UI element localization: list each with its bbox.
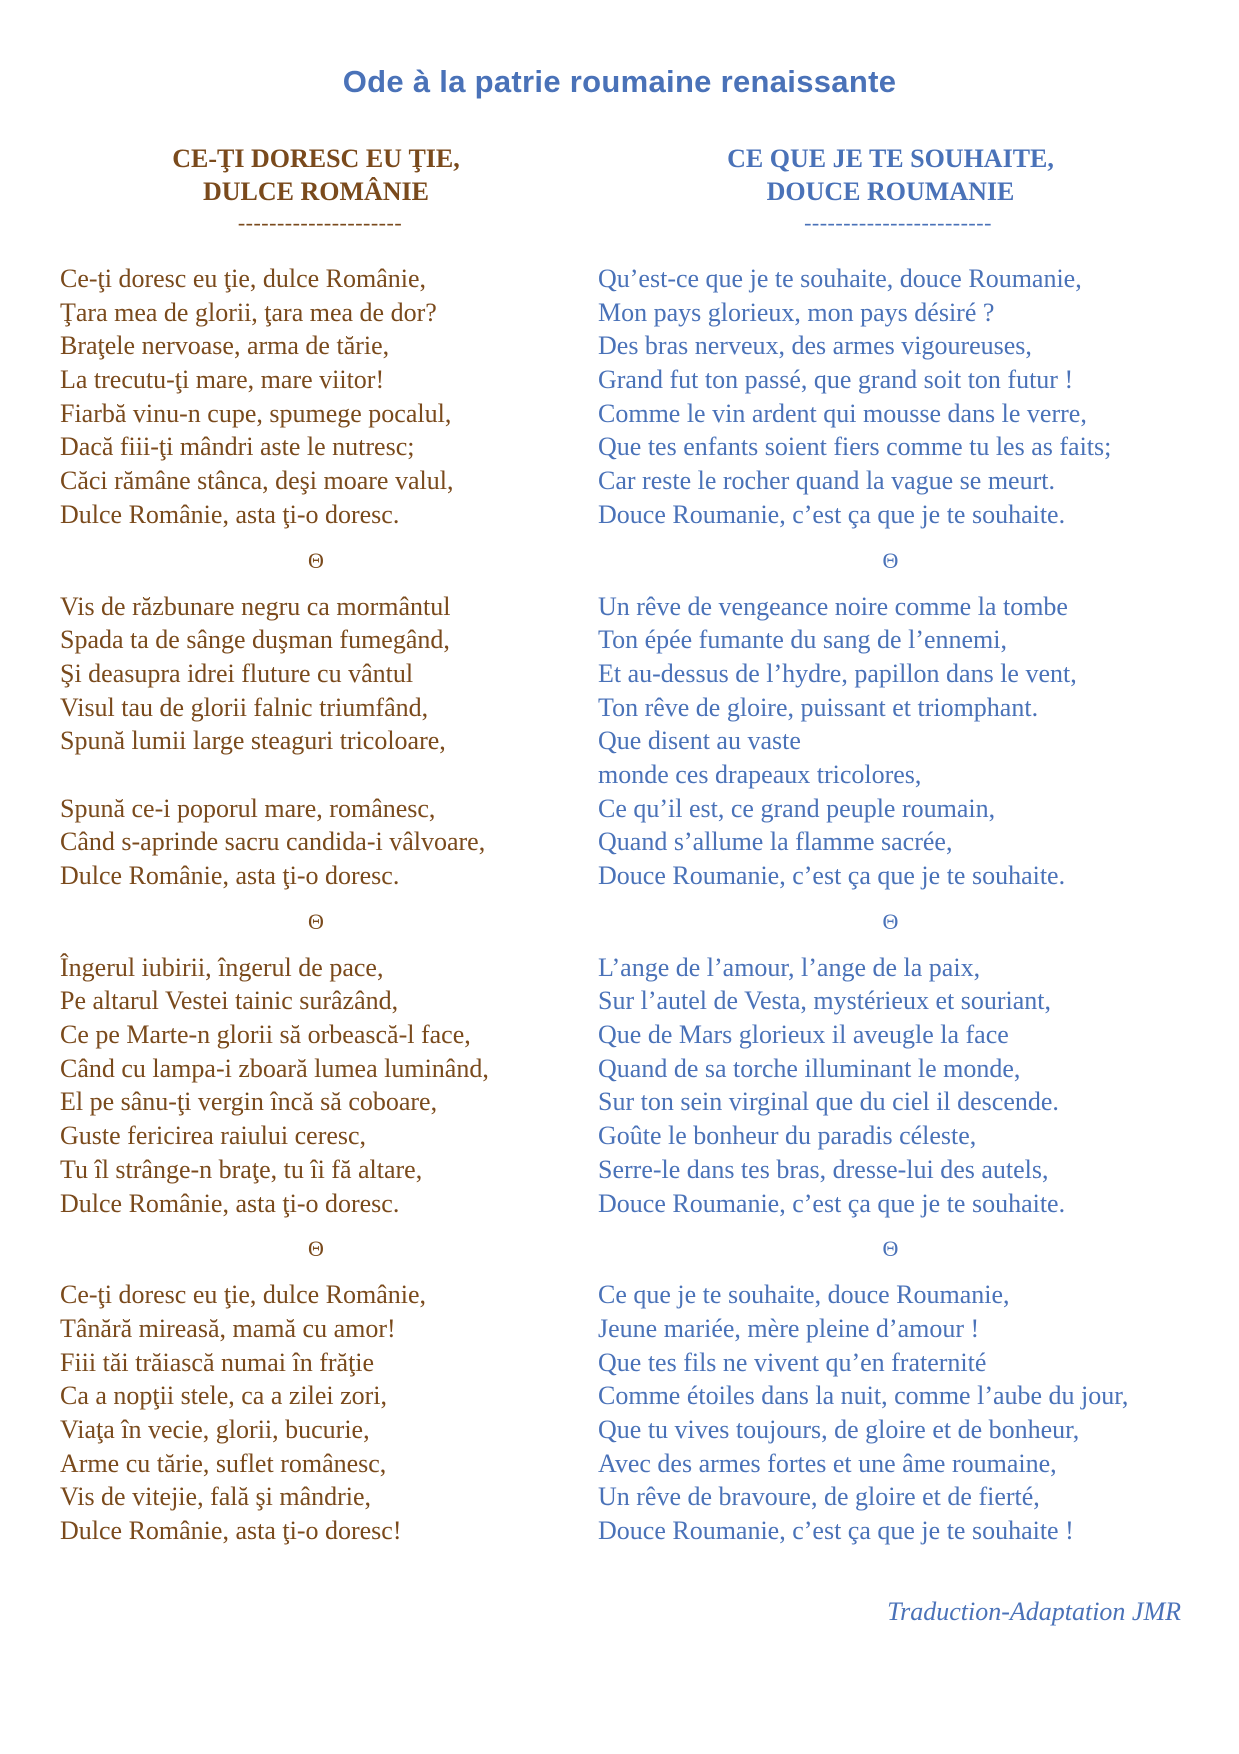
french-heading — [598, 142, 1183, 208]
french-verse-line: Douce Roumanie, c’est ça que je te souhaite. — [598, 861, 1066, 890]
romanian-verse-line: Şi deasupra idrei fluture cu vântul — [60, 658, 414, 688]
romanian-verse-line: Vis de vitejie, fală şi mândrie, — [60, 1482, 372, 1512]
french-verse-line: Sur ton sein virginal que du ciel il descende. — [598, 1087, 1059, 1117]
romanian-verse-line: Guste fericirea raiului ceresc, — [60, 1121, 367, 1151]
romanian-verse-line: Dulce Românie, asta ţi-o doresc. — [60, 499, 400, 529]
french-verse-line: Sur l’autel de Vesta, mystérieux et souriant, — [598, 986, 1051, 1016]
romanian-verse-line: Când s-aprinde sacru candida-i vâlvoare, — [60, 827, 486, 857]
romanian-verse-line: Ce pe Marte-n glorii să orbească-l face, — [60, 1020, 471, 1050]
romanian-verse-line: Viaţa în vecie, glorii, bucurie, — [60, 1414, 370, 1444]
romanian-verse-line: Arme cu tărie, suflet românesc, — [60, 1448, 387, 1478]
romanian-stanza-separator: Θ — [308, 1236, 324, 1262]
romanian-stanza-separator: Θ — [308, 547, 324, 573]
french-verse-line: Des bras nerveux, des armes vigoureuses, — [598, 331, 1032, 361]
french-heading-rule: ------------------------ — [804, 210, 992, 235]
french-verse-line: Douce Roumanie, c’est ça que je te souhaite. — [598, 1188, 1066, 1218]
french-verse-line: Quand de sa torche illuminant le monde, — [598, 1053, 1021, 1083]
french-verse-line: Et au-dessus de l’hydre, papillon dans le vent, — [598, 658, 1077, 688]
french-stanza-separator: Θ — [882, 1236, 899, 1262]
french-stanza — [598, 262, 1198, 532]
french-verse-line: Que de Mars glorieux il aveugle la face — [598, 1020, 1009, 1050]
page-title: Ode à la patrie roumaine renaissante — [342, 64, 897, 99]
french-stanza-separator: Θ — [882, 908, 899, 934]
romanian-verse-line: Spada ta de sânge duşman fumegând, — [60, 625, 450, 655]
romanian-verse-line: Fiii tăi trăiască numai în frăţie — [60, 1347, 375, 1377]
french-verse-line: Car reste le rocher quand la vague se meurt. — [598, 466, 1055, 496]
french-verse-line: Que tu vives toujours, de gloire et de bonheur, — [598, 1414, 1080, 1444]
french-verse-line: Ton épée fumante du sang de l’ennemi, — [598, 625, 1007, 655]
romanian-verse-line: Tu îl strânge-n braţe, tu îi fă altare, — [60, 1154, 423, 1184]
romanian-verse-line: Dacă fiii-ţi mândri aste le nutresc; — [60, 432, 415, 462]
french-verse-line: Jeune mariée, mère pleine d’amour ! — [598, 1313, 980, 1343]
french-verse-line: Que tes enfants soient fiers comme tu les as faits; — [598, 432, 1112, 462]
french-verse-line: Goûte le bonheur du paradis céleste, — [598, 1121, 977, 1151]
french-verse-line: Serre-le dans tes bras, dresse-lui des autels, — [598, 1154, 1049, 1184]
french-verse-line: Douce Roumanie, c’est ça que je te souhaite. — [598, 499, 1066, 529]
romanian-heading-rule: --------------------- — [237, 210, 403, 235]
french-verse-line: Mon pays glorieux, mon pays désiré ? — [598, 297, 995, 327]
romanian-verse-line: El pe sânu-ţi vergin încă să coboare, — [60, 1087, 438, 1117]
french-poem — [598, 262, 1198, 1548]
romanian-verse-line: Când cu lampa-i zboară lumea luminând, — [60, 1053, 489, 1083]
romanian-heading — [56, 142, 576, 208]
romanian-column — [60, 142, 580, 1548]
french-verse-line: L’ange de l’amour, l’ange de la paix, — [598, 952, 981, 982]
romanian-verse-line: Ţara mea de glorii, ţara mea de dor? — [60, 297, 437, 327]
french-heading-line: DOUCE ROUMANIE — [766, 177, 1015, 206]
french-verse-line: Que disent au vaste — [598, 726, 801, 756]
romanian-verse-line: Visul tau de glorii falnic triumfând, — [60, 692, 429, 722]
romanian-verse-line: Ca a nopţii stele, ca a zilei zori, — [60, 1381, 388, 1411]
romanian-stanza-separator: Θ — [308, 908, 324, 934]
romanian-verse-line: Spună ce-i poporul mare, românesc, — [60, 793, 436, 823]
french-verse-line: monde ces drapeaux tricolores, — [598, 759, 922, 789]
french-verse-line: Un rêve de bravoure, de gloire et de fierté, — [598, 1482, 1040, 1512]
romanian-stanza — [60, 262, 580, 532]
french-verse-line: Ce qu’il est, ce grand peuple roumain, — [598, 793, 996, 823]
romanian-stanza — [60, 590, 580, 893]
romanian-poem — [60, 262, 580, 1548]
romanian-stanza — [60, 951, 580, 1221]
romanian-verse-line: Dulce Românie, asta ţi-o doresc. — [60, 861, 400, 890]
romanian-verse-line: Tânără mireasă, mamă cu amor! — [60, 1313, 396, 1343]
romanian-verse-line: Ce-ţi doresc eu ţie, dulce Românie, — [60, 264, 427, 293]
french-verse-line: Ce que je te souhaite, douce Roumanie, — [598, 1280, 1010, 1310]
french-verse-line: Ton rêve de gloire, puissant et triomphant. — [598, 692, 1039, 722]
romanian-verse-line: La trecutu-ţi mare, mare viitor! — [60, 365, 385, 395]
french-verse-line: Que tes fils ne vivent qu’en fraternité — [598, 1347, 987, 1377]
french-stanza — [598, 951, 1198, 1221]
french-column — [598, 142, 1198, 1548]
french-verse-line: Douce Roumanie, c’est ça que je te souhaite ! — [598, 1516, 1074, 1545]
romanian-verse-line: Dulce Românie, asta ţi-o doresc! — [60, 1516, 402, 1545]
translation-credit: Traduction-Adaptation JMR — [887, 1597, 1181, 1626]
romanian-verse-line: Fiarbă vinu-n cupe, spumege pocalul, — [60, 398, 452, 428]
french-verse-line: Comme étoiles dans la nuit, comme l’aube du jour, — [598, 1381, 1129, 1411]
romanian-verse-line: Spună lumii large steaguri tricoloare, — [60, 726, 446, 756]
romanian-verse-line: Căci rămâne stânca, deşi moare valul, — [60, 466, 454, 496]
romanian-verse-line: Ce-ţi doresc eu ţie, dulce Românie, — [60, 1280, 427, 1310]
romanian-stanza — [60, 1278, 580, 1548]
french-stanza-separator: Θ — [882, 547, 899, 573]
romanian-verse-line: Îngerul iubirii, îngerul de pace, — [60, 952, 384, 982]
romanian-verse-line: Dulce Românie, asta ţi-o doresc. — [60, 1188, 400, 1218]
french-verse-line: Qu’est-ce que je te souhaite, douce Roumanie, — [598, 264, 1082, 293]
romanian-heading-line: CE-ŢI DORESC EU ŢIE, — [172, 144, 460, 173]
french-verse-line: Comme le vin ardent qui mousse dans le verre, — [598, 398, 1087, 428]
romanian-verse-line: Vis de răzbunare negru ca mormântul — [60, 591, 451, 621]
romanian-verse-line: Braţele nervoase, arma de tărie, — [60, 331, 390, 361]
romanian-verse-line: Pe altarul Vestei tainic surâzând, — [60, 986, 399, 1016]
french-stanza — [598, 590, 1198, 893]
french-verse-line: Quand s’allume la flamme sacrée, — [598, 827, 953, 857]
romanian-blank-line — [60, 758, 580, 792]
french-stanza — [598, 1278, 1198, 1548]
french-verse-line: Un rêve de vengeance noire comme la tombe — [598, 591, 1068, 621]
french-verse-line: Avec des armes fortes et une âme roumaine, — [598, 1448, 1057, 1478]
french-heading-line: CE QUE JE TE SOUHAITE, — [727, 144, 1054, 173]
french-verse-line: Grand fut ton passé, que grand soit ton futur ! — [598, 365, 1074, 395]
romanian-heading-line: DULCE ROMÂNIE — [202, 177, 430, 206]
